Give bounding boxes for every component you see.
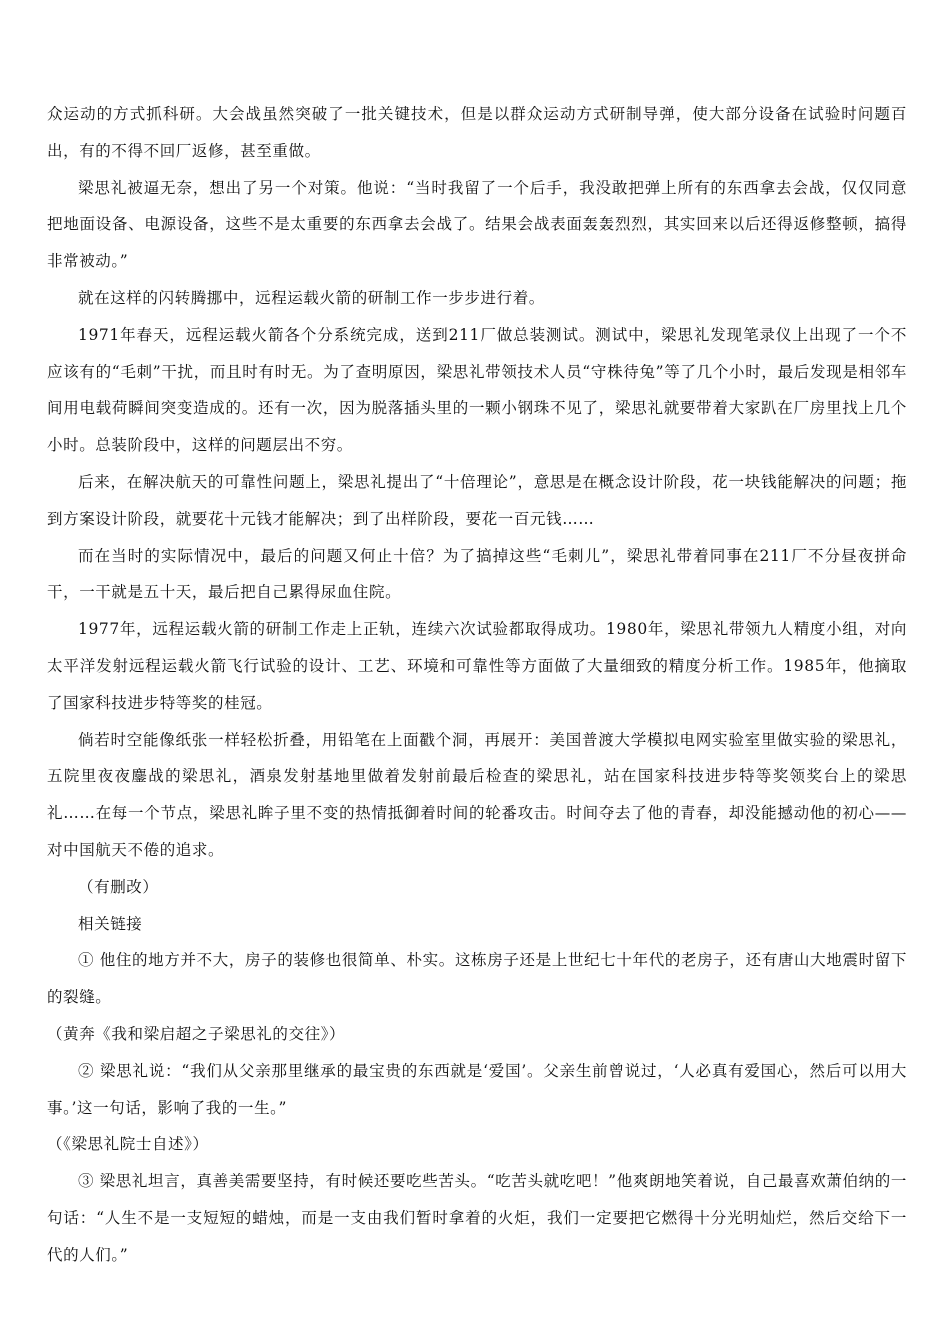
paragraph: 倘若时空能像纸张一样轻松折叠，用铅笔在上面戳个洞，再展开：美国普渡大学模拟电网实验室里做实验的梁思礼，五院里夜夜鏖战的梁思礼，酒泉发射基地里做着发射前最后检查的梁思礼，站在国家科技进步特等奖领奖台上的梁思礼……在每一个节点，梁思礼眸子里不变的热情抵御着时间的轮番攻击。时间夺去了他的青春，却没能撼动他的初心——对中国航天不倦的追求。 [47, 730, 907, 859]
related-links-heading: 相关链接 [78, 914, 143, 933]
paragraph: 众运动的方式抓科研。大会战虽然突破了一批关键技术，但是以群众运动方式研制导弹，使大部分设备在试验时问题百出，有的不得不回厂返修，甚至重做。 [47, 105, 907, 160]
related-link-source: （《梁思礼院士自述》） [47, 1135, 209, 1154]
paragraph: 1977年，远程运载火箭的研制工作走上正轨，连续六次试验都取得成功。1980年，梁思礼带领九人精度小组，对向太平洋发射远程运载火箭飞行试验的设计、工艺、环境和可靠性等方面做了大量细致的精度分析工作。1985年，他摘取了国家科技进步特等奖的桂冠。 [47, 620, 907, 712]
document-page [47, 96, 907, 1274]
paragraph: 后来，在解决航天的可靠性问题上，梁思礼提出了“十倍理论”，意思是在概念设计阶段，花一块钱能解决的问题；拖到方案设计阶段，就要花十元钱才能解决；到了出样阶段，要花一百元钱…… [47, 472, 907, 528]
paragraph: 就在这样的闪转腾挪中，远程运载火箭的研制工作一步步进行着。 [78, 288, 545, 307]
paragraph: 1971年春天，远程运载火箭各个分系统完成，送到211厂做总装测试。测试中，梁思礼发现笔录仪上出现了一个不应该有的“毛刺”干扰，而且时有时无。为了查明原因，梁思礼带领技术人员“守株待兔”等了几个小时，最后发现是相邻车间用电载荷瞬间突变造成的。还有一次，因为脱落插头里的一颗小钢珠不见了，梁思礼就要带着大家趴在厂房里找上几个小时。总装阶段中，这样的问题层出不穷。 [47, 325, 907, 455]
related-link-source: （黄奔《我和梁启超之子梁思礼的交往》） [47, 1024, 346, 1043]
related-link-item: ① 他住的地方并不大，房子的装修也很简单、朴实。这栋房子还是上世纪七十年代的老房子，还有唐山大地震时留下的裂缝。 [47, 951, 907, 1007]
revision-note: （有删改） [78, 877, 159, 896]
related-link-item: ② 梁思礼说：“我们从父亲那里继承的最宝贵的东西就是‘爱国’。父亲生前曾说过，‘人必真有爱国心，然后可以用大事。’这一句话，影响了我的一生。” [47, 1061, 907, 1117]
paragraph: 梁思礼被逼无奈，想出了另一个对策。他说：“当时我留了一个后手，我没敢把弹上所有的东西拿去会战，仅仅同意把地面设备、电源设备，这些不是太重要的东西拿去会战了。结果会战表面轰轰烈烈，其实回来以后还得返修整顿，搞得非常被动。” [47, 178, 907, 271]
related-link-item: ③ 梁思礼坦言，真善美需要坚持，有时候还要吃些苦头。“吃苦头就吃吧！”他爽朗地笑着说，自己最喜欢萧伯纳的一句话：“人生不是一支短短的蜡烛，而是一支由我们暂时拿着的火炬，我们一定要把它燃得十分光明灿烂，然后交给下一代的人们。” [47, 1172, 907, 1264]
paragraph: 而在当时的实际情况中，最后的问题又何止十倍？为了搞掉这些“毛刺儿”，梁思礼带着同事在211厂不分昼夜拼命干，一干就是五十天，最后把自己累得尿血住院。 [47, 546, 907, 602]
